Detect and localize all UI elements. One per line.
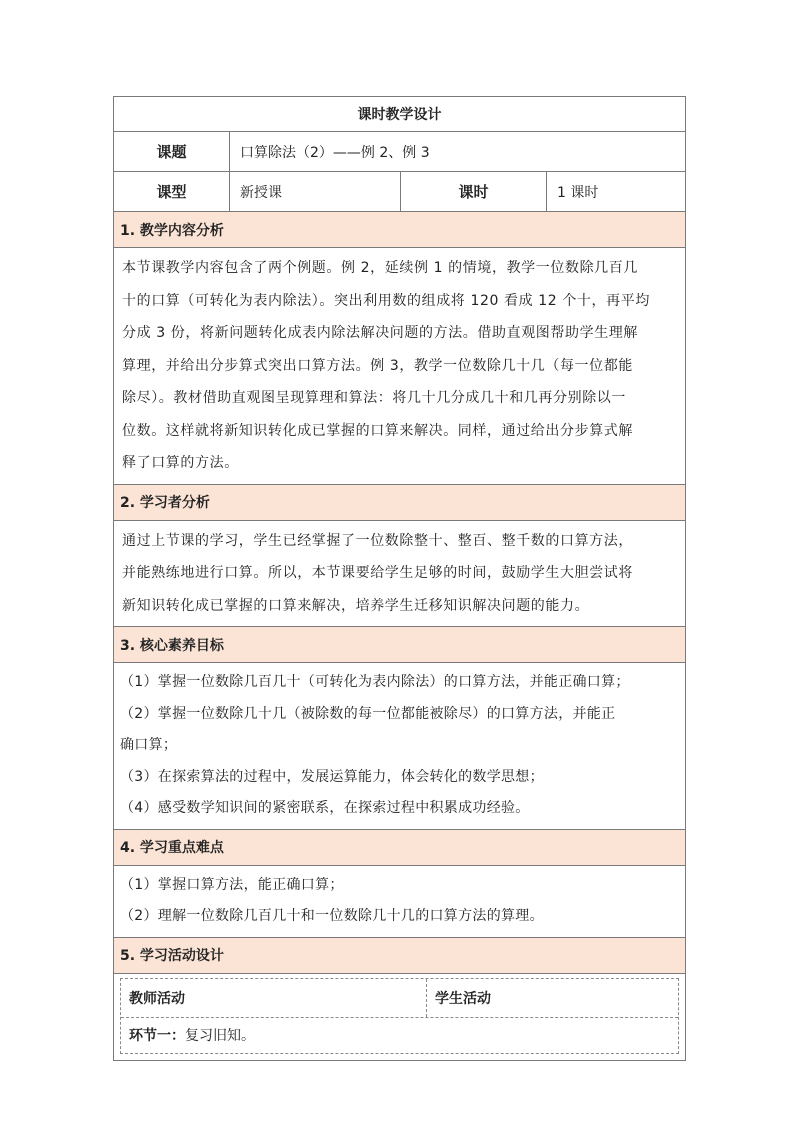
section-heading-activity-design (114, 938, 685, 974)
hours-value: 1 课时 (557, 184, 599, 201)
text-line: 分成 3 份，将新问题转化成表内除法解决问题的方法。借助直观图帮助学生理解 (122, 325, 639, 341)
text-line: 新知识转化成已掌握的口算来解决，培养学生迁移知识解决问题的能力。 (122, 597, 590, 614)
text-line: 本节课教学内容包含了两个例题。例 2，延续例 1 的情境，教学一位数除几百几 (122, 260, 638, 276)
list-item: （2）掌握一位数除几十几（被除数的每一位都能被除尽）的口算方法，并能正 (120, 705, 616, 722)
section-heading-text: 3. 核心素养目标 (120, 637, 224, 654)
list-item: （1）掌握一位数除几百几十（可转化为表内除法）的口算方法，并能正确口算； (120, 674, 630, 690)
type-label: 课型 (114, 172, 230, 211)
text-line: 通过上节课的学习，学生已经掌握了一位数除整十、整百、整千数的口算方法， (122, 532, 633, 549)
list-item: （3）在探索算法的过程中，发展运算能力，体会转化的数学思想； (120, 768, 544, 785)
list-item: （1）掌握口算方法，能正确口算； (120, 876, 344, 893)
section-heading-text: 4. 学习重点难点 (120, 840, 224, 856)
text-line: 释了口算的方法。 (122, 455, 239, 471)
content-analysis-body (114, 248, 685, 485)
type-value: 新授课 (230, 172, 401, 211)
text-line: 并能熟练地进行口算。所以，本节课要给学生足够的时间，鼓励学生大胆尝试将 (122, 565, 633, 581)
key-points-body (114, 866, 685, 938)
activity-design-body (114, 974, 685, 1060)
section-heading-text: 5. 学习活动设计 (120, 948, 224, 964)
section-heading-core-goals (114, 627, 685, 663)
activity-container (114, 974, 685, 1060)
learner-analysis-text (114, 521, 639, 627)
learner-analysis-body (114, 521, 685, 628)
text-line: 十的口算（可转化为表内除法）。突出利用数的组成将 120 看成 12 个十，再平均 (122, 292, 650, 309)
lesson-design-table (113, 96, 686, 1061)
activity-step-row (121, 1018, 678, 1053)
key-points-list (114, 866, 550, 937)
section-heading-key-points (114, 830, 685, 866)
hours-label: 课时 (401, 172, 547, 211)
list-item: （2）理解一位数除几百几十和一位数除几十几的口算方法的算理。 (120, 908, 544, 924)
core-goals-body (114, 663, 685, 830)
step-one-text: 复习旧知。 (185, 1028, 255, 1044)
section-heading-text: 1. 教学内容分析 (120, 222, 224, 239)
student-activity-header: 学生活动 (435, 990, 491, 1007)
text-line: 算理，并给出分步算式突出口算方法。例 3，教学一位数除几十几（每一位都能 (122, 357, 633, 374)
type-hours-row (114, 172, 685, 212)
document-title-row (114, 97, 685, 132)
section-heading-content-analysis (114, 212, 685, 248)
activity-table-header (121, 979, 678, 1018)
section-heading-learner-analysis (114, 485, 685, 521)
list-item: 确口算； (120, 737, 178, 753)
teacher-activity-header: 教师活动 (121, 979, 427, 1017)
topic-value: 口算除法（2）——例 2、例 3 (240, 144, 430, 161)
document-title: 课时教学设计 (357, 107, 442, 123)
step-one (121, 1018, 678, 1053)
activity-table (120, 978, 679, 1054)
topic-row (114, 132, 685, 172)
list-item: （4）感受数学知识间的紧密联系，在探索过程中积累成功经验。 (120, 800, 530, 816)
text-line: 位数。这样就将新知识转化成已掌握的口算来解决。同样，通过给出分步算式解 (122, 422, 633, 439)
section-heading-text: 2. 学习者分析 (120, 495, 210, 511)
core-goals-list (114, 663, 636, 829)
topic-label: 课题 (114, 132, 230, 171)
content-analysis-text (114, 248, 656, 484)
text-line: 除尽）。教材借助直观图呈现算理和算法：将几十几分成几十和几再分别除以一 (122, 390, 626, 406)
step-one-label: 环节一： (129, 1028, 185, 1044)
